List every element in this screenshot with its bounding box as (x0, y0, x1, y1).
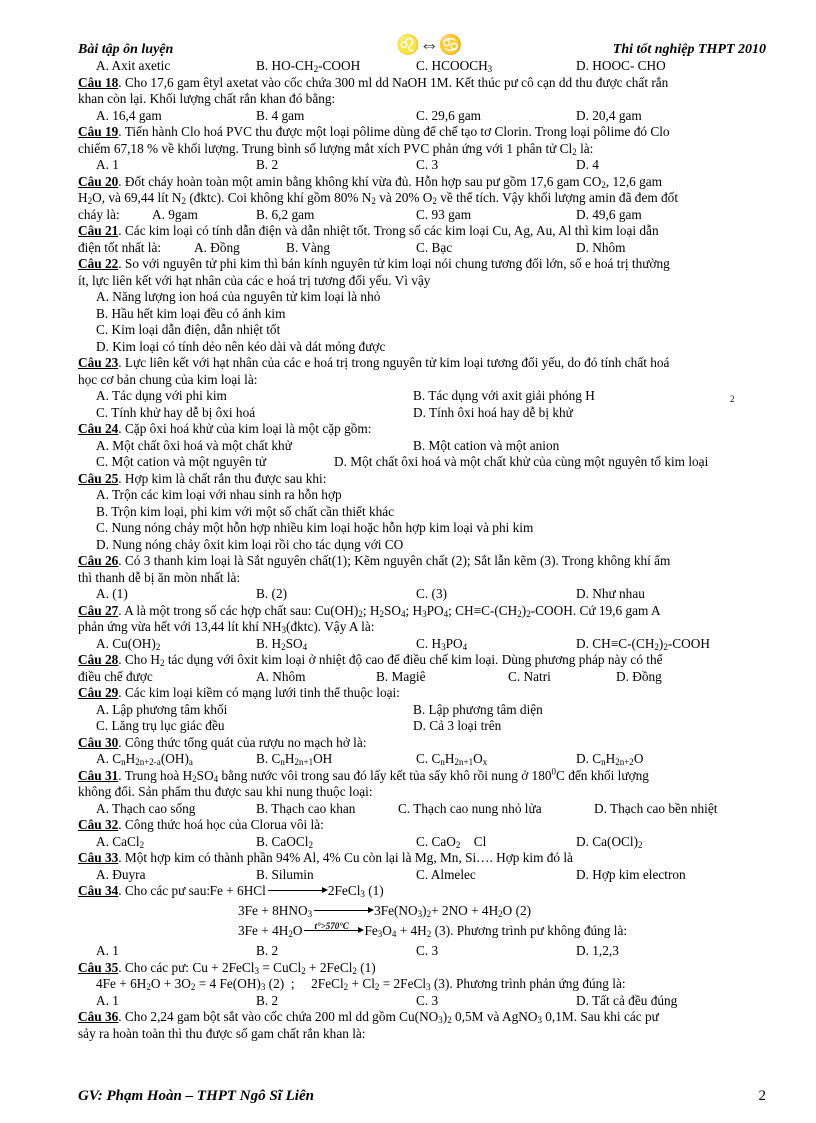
q26-options: A. (1) B. (2) C. (3) D. Như nhau (96, 586, 645, 601)
header-left: Bài tập ôn luyện (78, 42, 174, 57)
question-27: Câu 27. A là một trong số các hợp chất sau: $Cu(OH)_2$; $H_2SO_4$; $H_3PO_4$; $CH\equiv C-(CH_2)_2$-COOH. Cứ 19,6 gam A (78, 602, 661, 619)
q24-options: C. Một cation và một nguyên tử D. Một chất ôxi hoá và một chất khử của cùng một nguyên tố kim loại (96, 454, 709, 469)
q20-options: cháy là: A. 9gam B. 6,2 gam C. 93 gam D. 49,6 gam (78, 206, 642, 222)
option: A. Trộn các kim loại với nhau sinh ra hỗn hợp (96, 487, 342, 502)
page-header (78, 35, 766, 58)
question-20: Câu 20. Đốt cháy hoàn toàn một amin bằng không khí vừa đủ. Hỗn hợp sau pư gồm 17,6 gam $CO_2$, 12,6 gam (78, 173, 663, 190)
q34-options: A. 1 B. 2 C. 3 D. 1,2,3 (96, 943, 619, 958)
question-text: không đổi. Sản phẩm thu được sau khi nung thuộc loại: (78, 784, 373, 799)
header-right: Thi tốt nghiệp THPT 2010 (612, 42, 766, 57)
footer-author: GV: Phạm Hoàn – THPT Ngô Sĩ Liên (78, 1088, 314, 1104)
question-text: học cơ bản chung của kim loại là: (78, 371, 258, 387)
question-18: Câu 18. Cho 17,6 gam êtyl axetat vào cốc chứa 300 ml dd NaOH 1M. Kết thúc pư cô cạn dd thu được chất rắn (78, 74, 669, 90)
q19-options: A. 1 B. 2 C. 3 D. 4 (96, 157, 599, 172)
q30-options: A. $C_nH_{2n+2-a}(OH)_a$ B. $C_nH_{2n+1}OH$ C. $C_nH_{2n+1}O_x$ D. $C_nH_{2n+2}O$ (96, 751, 644, 767)
document-page (78, 35, 766, 1042)
reaction-3: $3Fe + 4H_2O$ t°>570°C $Fe_3O_4 + 4H_2$ (3). Phương trình pư không đúng là: (238, 921, 628, 939)
q29-options: C. Lăng trụ lục giác đều D. Cả 3 loại trên (96, 718, 502, 733)
question-30: Câu 30. Công thức tổng quát của rượu no mạch hở là: (78, 734, 367, 750)
question-22: Câu 22. So với nguyên tử phi kim thì bán kính nguyên tử kim loại nói chung tương đối lớn, số e hoá trị thường (78, 256, 670, 271)
q17-options (78, 58, 766, 75)
question-36: Câu 36. Cho 2,24 gam bột sắt vào cốc chứa 200 ml dd gồm $Cu(NO_3)_2$ 0,5M và AgNO$_3$ 0,1M. Sau khi các pư (78, 1009, 659, 1025)
option: C. Kim loại dẫn điện, dẫn nhiệt tốt (96, 322, 281, 337)
question-25: Câu 25. Hợp kim là chất rắn thu được sau khi: (78, 470, 327, 486)
question-35: Câu 35. Cho các pư: Cu + 2FeCl$_3$ = CuCl$_2$ + 2FeCl$_2$ (1) (78, 959, 376, 976)
question-24: Câu 24. Cặp ôxi hoá khử của kim loại là một cặp gồm: (78, 421, 372, 436)
page-number: 2 (758, 1088, 766, 1104)
reaction-2: $3Fe + 8HNO_3$ $3Fe(NO_3)_2+ 2NO + 4H_2O$ (2) (238, 903, 532, 919)
q29-options: A. Lập phương tâm khối B. Lập phương tâm diện (96, 701, 543, 717)
option: D. Kim loại có tính dẻo nên kéo dài và dát mỏng được (96, 338, 386, 354)
reaction-arrow (268, 890, 326, 891)
option: C. Nung nóng chảy một hỗn hợp nhiều kim loại hoặc hỗn hợp kim loại và phi kim (96, 520, 534, 535)
header-ornament: ♌⇔♋ (396, 35, 463, 56)
q35-options: A. 1 B. 2 C. 3 D. Tất cả đều đúng (96, 992, 678, 1008)
question-text: $4Fe + 6H_2O + 3O_2 = 4$ $Fe(OH)_3$ (2) ; 2FeCl$_2$ + $Cl_2$ = 2FeCl$_3$ (3). Phương trình phản ứng đúng là: (96, 976, 626, 992)
option: B. $HO-CH_2$-COOH (256, 58, 361, 74)
option: A. Axit axetic (96, 58, 171, 73)
q32-options: A. CaCl$_2$ B. CaOCl$_2$ C. CaO$_2$ Cl D. $Ca(OCl)_2$ (96, 833, 643, 850)
question-text: $H_2O$, và 69,44 lít $N_2$ (đktc). Coi không khí gồm 80% $N_2$ và 20% $O_2$ về thể tích. Vậy khối lượng amin đã đem đốt (78, 190, 679, 206)
q21-options: điện tốt nhất là: A. Đồng B. Vàng C. Bạc D. Nhôm (78, 239, 626, 255)
question-text: chiếm 67,18 % về khối lượng. Trung bình số lượng mắt xích PVC phản ứng với 1 phân tử $Cl_2$ là: (78, 140, 594, 157)
question-28: Câu 28. Cho $H_2$ tác dụng với ôxit kim loại ở nhiệt độ cao để điều chế kim loại. Dùng phương pháp này có thể (78, 652, 663, 668)
q33-options: A. Đuyra B. Silumin C. Almelec D. Hợp kim electron (96, 866, 686, 882)
option: B. Hầu hết kim loại đều có ánh kim (96, 305, 286, 321)
question-text: ít, lực liên kết với hạt nhân của các e hoá trị tương đối yếu. Vì vậy (78, 272, 431, 288)
option: D. HOOC- CHO (576, 58, 666, 73)
option: D. Nung nóng chảy ôxit kim loại rồi cho tác dụng với CO (96, 536, 404, 552)
question-33: Câu 33. Một hợp kim có thành phần 94% Al, 4% Cu còn lại là Mg, Mn, Si…. Hợp kim đó là (78, 850, 573, 865)
question-23: Câu 23. Lực liên kết với hạt nhân của các e hoá trị trong nguyên tử kim loại tương đối yếu, do đó tính chất hoá (78, 355, 670, 370)
page-footer (78, 1088, 766, 1105)
reaction-arrow: t°>570°C (304, 930, 362, 931)
question-32: Câu 32. Công thức hoá học của Clorua vôi là: (78, 817, 324, 832)
question-text: sảy ra hoàn toàn thì thu được số gam chất rắn khan là: (78, 1025, 366, 1041)
q18-options: A. 16,4 gam B. 4 gam C. 29,6 gam D. 20,4 gam (96, 107, 642, 123)
q31-options: A. Thạch cao sống B. Thạch cao khan C. Thạch cao nung nhỏ lửa D. Thạch cao bền nhiệt (96, 800, 718, 816)
question-text: thì thanh dễ bị ăn mòn nhất là: (78, 569, 241, 585)
q23-options: A. Tác dụng với phi kim B. Tác dụng với axit giải phóng H $_2$ (96, 388, 735, 404)
option: C. $HCOOCH_3$ (416, 58, 493, 74)
question-26: Câu 26. Có 3 thanh kim loại là Sắt nguyên chất(1); Kẽm nguyên chất (2); Sắt lẫn kẽm (3). Trong không khí ẩm (78, 553, 671, 568)
question-text: khan còn lại. Khối lượng chất rắn khan đó bằng: (78, 91, 336, 106)
question-31: Câu 31. Trung hoà $H_2SO_4$ bằng nước vôi trong sau đó lấy kết tủa sấy khô rồi nung ở $180^0C$ đến khối lượng (78, 766, 649, 784)
question-21: Câu 21. Các kim loại có tính dẫn điện và dẫn nhiệt tốt. Trong số các kim loại Cu, Ag, Au, Al thì kim loại dẫn (78, 223, 659, 238)
q28-options: điều chế được A. Nhôm B. Magiê C. Natri D. Đồng (78, 668, 662, 684)
q23-options: C. Tính khử hay dễ bị ôxi hoá D. Tính ôxi hoá hay dễ bị khử (96, 404, 573, 420)
option: B. Trộn kim loại, phi kim với một số chất cần thiết khác (96, 503, 395, 519)
reaction-arrow (314, 910, 372, 911)
question-29: Câu 29. Các kim loại kiềm có mạng lưới tinh thể thuộc loại: (78, 685, 400, 700)
q27-options: A. $Cu(OH)_2$ B. $H_2SO_4$ C. $H_3PO_4$ D. $CH\equiv C-(CH_2)_2$-COOH (96, 635, 710, 652)
question-19: Câu 19. Tiến hành Clo hoá PVC thu được một loại pôlime dùng để chế tạo tơ Clorin. Trong loại pôlime đó Clo (78, 124, 670, 139)
q24-options: A. Một chất ôxi hoá và một chất khử B. Một cation và một anion (96, 437, 560, 453)
question-text: phản ứng vừa hết với 13,44 lít khí $NH_3(đktc)$. Vậy A là: (78, 619, 375, 635)
option: A. Năng lượng ion hoá của nguyên tử kim loại là nhỏ (96, 289, 381, 304)
question-34: Câu 34. Cho các pư sau: Fe + 6HCl 2FeCl$_3$ (1) (78, 883, 384, 899)
